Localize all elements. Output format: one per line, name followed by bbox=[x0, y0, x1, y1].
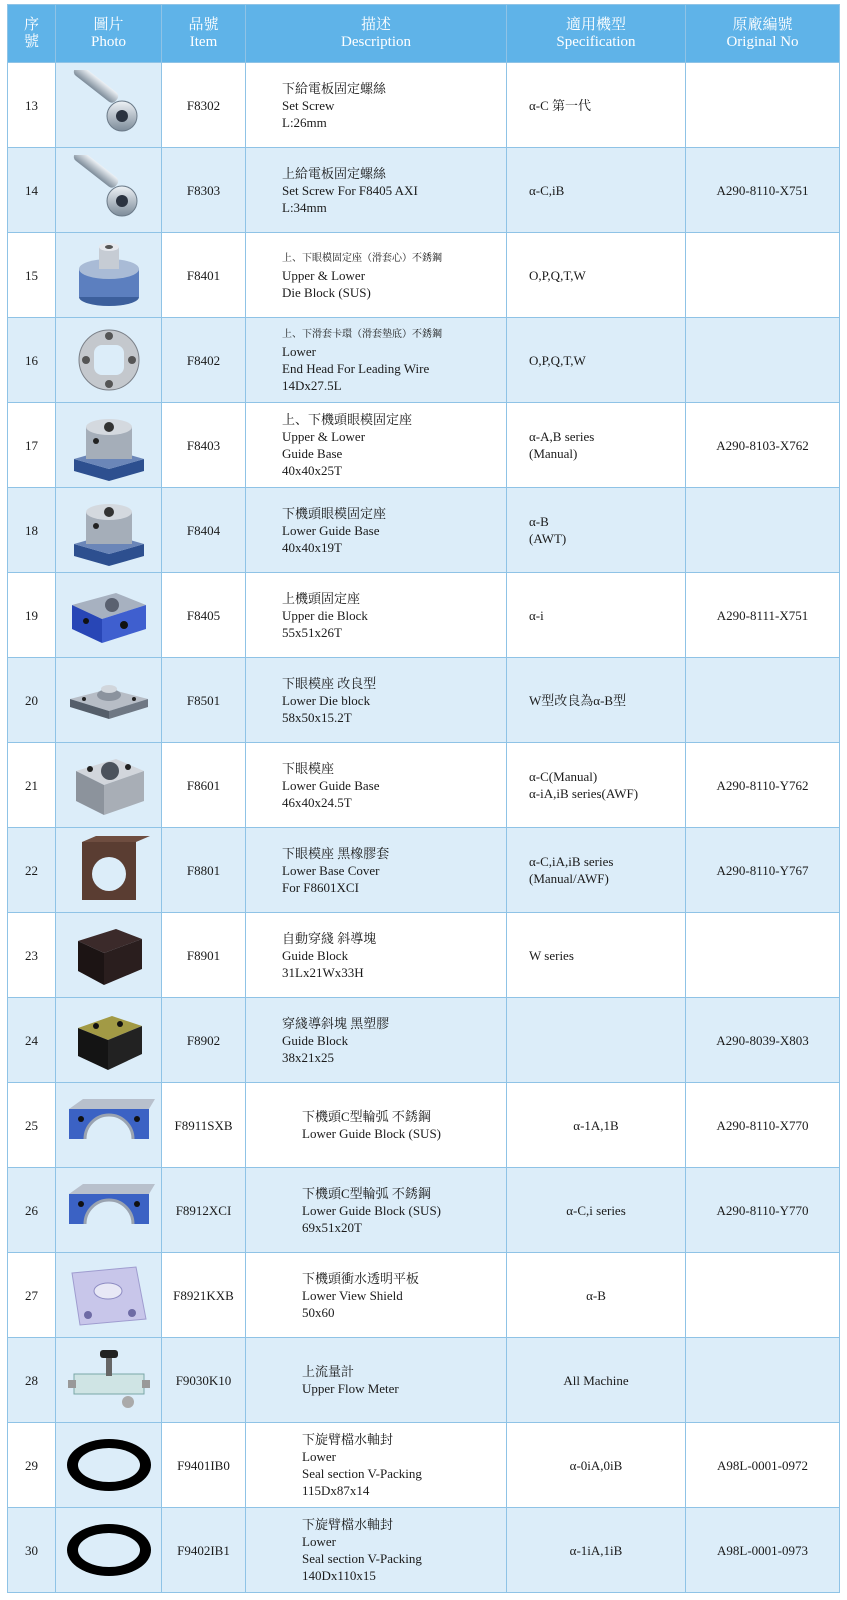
table-body bbox=[8, 63, 840, 1593]
item-code: F8921KXB bbox=[162, 1253, 246, 1338]
table-header bbox=[8, 5, 840, 63]
specification-cell bbox=[507, 1338, 686, 1423]
table-row bbox=[8, 1338, 840, 1423]
table-row bbox=[8, 913, 840, 998]
description-line: 50x60 bbox=[302, 1304, 335, 1320]
description-line: End Head For Leading Wire bbox=[282, 361, 430, 376]
description-cell bbox=[246, 1253, 507, 1338]
specification-line: α-C 第一代 bbox=[529, 97, 592, 113]
part-photo bbox=[56, 1253, 162, 1338]
description-line: 38x21x25 bbox=[282, 1049, 334, 1065]
description-line: 上流量計 bbox=[302, 1364, 355, 1379]
specification-cell bbox=[507, 63, 686, 148]
description-cell bbox=[246, 1338, 507, 1423]
description-line: Lower Guide Base bbox=[282, 522, 380, 538]
row-number: 18 bbox=[8, 488, 56, 573]
specification-cell bbox=[507, 1508, 686, 1593]
original-number: A290-8039-X803 bbox=[686, 998, 840, 1083]
original-number: A290-8110-Y767 bbox=[686, 828, 840, 913]
specification-cell bbox=[507, 658, 686, 743]
table-row bbox=[8, 318, 840, 403]
description-line: 下機頭C型輪弧 不銹鋼 bbox=[302, 1109, 431, 1124]
specification-cell bbox=[507, 1423, 686, 1508]
original-number bbox=[686, 233, 840, 318]
description-cell bbox=[246, 148, 507, 233]
description-cell bbox=[246, 233, 507, 318]
item-code: F8402 bbox=[162, 318, 246, 403]
table-row bbox=[8, 828, 840, 913]
specification-line: All Machine bbox=[563, 1372, 629, 1388]
row-number: 16 bbox=[8, 318, 56, 403]
row-number: 17 bbox=[8, 403, 56, 488]
row-number: 28 bbox=[8, 1338, 56, 1423]
description-line: 上機頭固定座 bbox=[282, 590, 361, 606]
specification-line: W series bbox=[529, 947, 574, 963]
description-line: Guide Base bbox=[282, 446, 343, 461]
header-specification: 適用機型 Specification bbox=[507, 5, 686, 63]
original-number: A290-8110-X770 bbox=[686, 1083, 840, 1168]
description-line: Upper & Lower bbox=[282, 267, 366, 283]
item-code: F8901 bbox=[162, 913, 246, 998]
part-photo bbox=[56, 1338, 162, 1423]
part-photo bbox=[56, 1508, 162, 1593]
description-line: Lower View Shield bbox=[302, 1287, 403, 1303]
specification-line: O,P,Q,T,W bbox=[529, 352, 586, 368]
description-cell bbox=[246, 488, 507, 573]
original-number bbox=[686, 658, 840, 743]
description-cell bbox=[246, 1083, 507, 1168]
description-line: Lower bbox=[302, 1449, 336, 1464]
item-code: F8405 bbox=[162, 573, 246, 658]
description-line: 下旋臂檔水軸封 bbox=[302, 1517, 394, 1532]
description-line: 40x40x25T bbox=[282, 463, 342, 478]
row-number: 22 bbox=[8, 828, 56, 913]
part-photo bbox=[56, 403, 162, 488]
c-block-icon bbox=[56, 1174, 161, 1246]
description-cell bbox=[246, 1423, 507, 1508]
row-number: 27 bbox=[8, 1253, 56, 1338]
item-code: F8801 bbox=[162, 828, 246, 913]
item-code: F8401 bbox=[162, 233, 246, 318]
header-photo: 圖片 Photo bbox=[56, 5, 162, 63]
seal-ring-icon bbox=[56, 1432, 161, 1498]
specification-cell bbox=[507, 913, 686, 998]
part-photo bbox=[56, 233, 162, 318]
item-code: F8601 bbox=[162, 743, 246, 828]
part-photo bbox=[56, 318, 162, 403]
description-line: 31Lx21Wx33H bbox=[282, 964, 364, 980]
description-line: Lower Guide Block (SUS) bbox=[302, 1202, 442, 1218]
specification-line: α-C,i series bbox=[566, 1202, 626, 1218]
ring-plate-icon bbox=[56, 324, 161, 396]
description-line: Lower bbox=[282, 344, 316, 359]
specification-cell bbox=[507, 828, 686, 913]
description-cell bbox=[246, 998, 507, 1083]
part-photo bbox=[56, 828, 162, 913]
description-line: 下給電板固定螺絲 bbox=[282, 80, 387, 96]
header-description: 描述 Description bbox=[246, 5, 507, 63]
row-number: 24 bbox=[8, 998, 56, 1083]
original-number: A290-8110-X751 bbox=[686, 148, 840, 233]
description-line: Guide Block bbox=[282, 1032, 349, 1048]
description-line: Upper Flow Meter bbox=[302, 1381, 399, 1396]
table-row bbox=[8, 488, 840, 573]
description-line: For F8601XCI bbox=[282, 879, 359, 895]
item-code: F8911SXB bbox=[162, 1083, 246, 1168]
table-row bbox=[8, 1253, 840, 1338]
part-photo bbox=[56, 1168, 162, 1253]
black-block-icon bbox=[56, 919, 161, 991]
original-number: A98L-0001-0973 bbox=[686, 1508, 840, 1593]
specification-cell bbox=[507, 403, 686, 488]
part-photo bbox=[56, 1423, 162, 1508]
specification-line: α-C,iB bbox=[529, 182, 565, 198]
row-number: 13 bbox=[8, 63, 56, 148]
description-line: 自動穿綫 斜導塊 bbox=[282, 930, 377, 946]
item-code: F8302 bbox=[162, 63, 246, 148]
specification-line: α-1iA,1iB bbox=[569, 1542, 623, 1558]
item-code: F8403 bbox=[162, 403, 246, 488]
row-number: 26 bbox=[8, 1168, 56, 1253]
item-code: F8404 bbox=[162, 488, 246, 573]
description-line: Lower Guide Block (SUS) bbox=[302, 1126, 442, 1141]
specification-line: α-0iA,0iB bbox=[569, 1457, 623, 1473]
flow-meter-icon bbox=[56, 1344, 161, 1416]
description-line: Lower Die block bbox=[282, 692, 371, 708]
original-number bbox=[686, 488, 840, 573]
part-photo bbox=[56, 573, 162, 658]
flat-plate-icon bbox=[56, 669, 161, 731]
row-number: 21 bbox=[8, 743, 56, 828]
part-photo bbox=[56, 998, 162, 1083]
description-line: Lower bbox=[302, 1534, 336, 1549]
specification-cell bbox=[507, 233, 686, 318]
description-line: 140Dx110x15 bbox=[302, 1568, 376, 1583]
description-line: 46x40x24.5T bbox=[282, 794, 352, 810]
guide-base-icon bbox=[56, 409, 161, 481]
item-code: F9402IB1 bbox=[162, 1508, 246, 1593]
die-block-icon bbox=[56, 239, 161, 311]
row-number: 14 bbox=[8, 148, 56, 233]
original-number: A98L-0001-0972 bbox=[686, 1423, 840, 1508]
original-number: A290-8110-Y762 bbox=[686, 743, 840, 828]
blue-block-icon bbox=[56, 579, 161, 651]
part-photo bbox=[56, 743, 162, 828]
description-line: Upper die Block bbox=[282, 607, 368, 623]
row-number: 19 bbox=[8, 573, 56, 658]
description-line: 55x51x26T bbox=[282, 624, 342, 640]
specification-line: α-C,iA,iB series bbox=[529, 854, 614, 869]
guide-base-icon bbox=[56, 494, 161, 566]
description-cell bbox=[246, 403, 507, 488]
table-row bbox=[8, 1168, 840, 1253]
description-cell bbox=[246, 913, 507, 998]
seal-ring-icon bbox=[56, 1517, 161, 1583]
original-number: A290-8111-X751 bbox=[686, 573, 840, 658]
description-line: 下眼模座 bbox=[282, 760, 335, 776]
table-row bbox=[8, 63, 840, 148]
description-line: Lower Base Cover bbox=[282, 862, 380, 878]
specification-line: α-C(Manual) bbox=[529, 769, 598, 784]
original-number: A290-8103-X762 bbox=[686, 403, 840, 488]
description-line: Guide Block bbox=[282, 947, 349, 963]
c-block-icon bbox=[56, 1089, 161, 1161]
row-number: 23 bbox=[8, 913, 56, 998]
specification-cell bbox=[507, 998, 686, 1083]
table-row bbox=[8, 1423, 840, 1508]
original-number bbox=[686, 913, 840, 998]
table-row bbox=[8, 573, 840, 658]
description-line: 上給電板固定螺絲 bbox=[282, 165, 387, 181]
description-line: 下眼模座 改良型 bbox=[282, 675, 377, 691]
specification-cell bbox=[507, 488, 686, 573]
screw-icon bbox=[56, 155, 161, 225]
description-line: 下機頭C型輪弧 不銹鋼 bbox=[302, 1185, 431, 1201]
specification-cell bbox=[507, 573, 686, 658]
description-line: Upper & Lower bbox=[282, 429, 366, 444]
description-cell bbox=[246, 63, 507, 148]
header-original-no: 原廠編號 Original No bbox=[686, 5, 840, 63]
part-photo bbox=[56, 148, 162, 233]
specification-line: (Manual/AWF) bbox=[529, 871, 609, 886]
row-number: 29 bbox=[8, 1423, 56, 1508]
part-photo bbox=[56, 488, 162, 573]
description-cell bbox=[246, 658, 507, 743]
description-cell bbox=[246, 1508, 507, 1593]
description-line: Die Block (SUS) bbox=[282, 284, 371, 300]
table-row bbox=[8, 743, 840, 828]
guide-block-icon bbox=[56, 1004, 161, 1076]
steel-block-icon bbox=[56, 749, 161, 821]
table-row bbox=[8, 1508, 840, 1593]
specification-line: α-iA,iB series(AWF) bbox=[529, 786, 639, 801]
specification-line: α-A,B series bbox=[529, 429, 595, 444]
row-number: 15 bbox=[8, 233, 56, 318]
header-item: 品號 Item bbox=[162, 5, 246, 63]
part-photo bbox=[56, 913, 162, 998]
row-number: 25 bbox=[8, 1083, 56, 1168]
specification-line: α-1A,1B bbox=[573, 1117, 619, 1133]
original-number bbox=[686, 318, 840, 403]
item-code: F8303 bbox=[162, 148, 246, 233]
original-number: A290-8110-Y770 bbox=[686, 1168, 840, 1253]
specification-cell bbox=[507, 318, 686, 403]
description-line: 上、下眼模固定座（滑套心）不銹鋼 bbox=[282, 252, 442, 264]
description-line: Set Screw For F8405 AXI bbox=[282, 182, 418, 198]
specification-line: α-B bbox=[586, 1287, 606, 1303]
original-number bbox=[686, 1253, 840, 1338]
description-line: 下機頭衝水透明平板 bbox=[302, 1270, 420, 1286]
original-number bbox=[686, 1338, 840, 1423]
description-cell bbox=[246, 573, 507, 658]
description-line: L:34mm bbox=[282, 199, 327, 215]
parts-catalog-table bbox=[7, 4, 840, 1593]
table-row bbox=[8, 403, 840, 488]
description-cell bbox=[246, 318, 507, 403]
table-row bbox=[8, 1083, 840, 1168]
part-photo bbox=[56, 658, 162, 743]
screw-icon bbox=[56, 70, 161, 140]
specification-line: α-B bbox=[529, 514, 549, 529]
table-row bbox=[8, 148, 840, 233]
specification-line: (AWT) bbox=[529, 531, 567, 546]
description-line: 下機頭眼模固定座 bbox=[282, 505, 387, 521]
part-photo bbox=[56, 63, 162, 148]
description-cell bbox=[246, 828, 507, 913]
description-line: 115Dx87x14 bbox=[302, 1483, 370, 1498]
specification-cell bbox=[507, 743, 686, 828]
specification-line: α-i bbox=[529, 607, 544, 623]
row-number: 20 bbox=[8, 658, 56, 743]
table-row bbox=[8, 233, 840, 318]
header-no: 序 號 bbox=[8, 5, 56, 63]
description-line: L:26mm bbox=[282, 114, 327, 130]
description-line: 穿綫導斜塊 黑塑膠 bbox=[282, 1015, 390, 1031]
description-line: 58x50x15.2T bbox=[282, 709, 352, 725]
item-code: F8902 bbox=[162, 998, 246, 1083]
table-row bbox=[8, 998, 840, 1083]
description-line: 上、下機頭眼模固定座 bbox=[282, 412, 413, 427]
specification-line: O,P,Q,T,W bbox=[529, 267, 586, 283]
rubber-cover-icon bbox=[56, 834, 161, 906]
specification-cell bbox=[507, 148, 686, 233]
item-code: F8501 bbox=[162, 658, 246, 743]
specification-cell bbox=[507, 1253, 686, 1338]
row-number: 30 bbox=[8, 1508, 56, 1593]
table-row bbox=[8, 658, 840, 743]
specification-line: W型改良為α-B型 bbox=[529, 692, 627, 708]
description-line: Set Screw bbox=[282, 97, 335, 113]
description-cell bbox=[246, 1168, 507, 1253]
description-line: Seal section V-Packing bbox=[302, 1551, 422, 1566]
description-cell bbox=[246, 743, 507, 828]
item-code: F9030K10 bbox=[162, 1338, 246, 1423]
item-code: F9401IB0 bbox=[162, 1423, 246, 1508]
specification-cell bbox=[507, 1083, 686, 1168]
specification-line: (Manual) bbox=[529, 446, 578, 461]
description-line: 40x40x19T bbox=[282, 539, 342, 555]
description-line: 上、下滑套卡環（滑套墊底）不銹鋼 bbox=[282, 329, 442, 340]
original-number bbox=[686, 63, 840, 148]
description-line: 下眼模座 黑橡膠套 bbox=[282, 845, 390, 861]
description-line: 14Dx27.5L bbox=[282, 378, 342, 393]
description-line: 69x51x20T bbox=[302, 1219, 362, 1235]
item-code: F8912XCI bbox=[162, 1168, 246, 1253]
clear-shield-icon bbox=[56, 1259, 161, 1331]
description-line: Seal section V-Packing bbox=[302, 1466, 422, 1481]
part-photo bbox=[56, 1083, 162, 1168]
description-line: 下旋臂檔水軸封 bbox=[302, 1432, 394, 1447]
description-line: Lower Guide Base bbox=[282, 777, 380, 793]
specification-cell bbox=[507, 1168, 686, 1253]
